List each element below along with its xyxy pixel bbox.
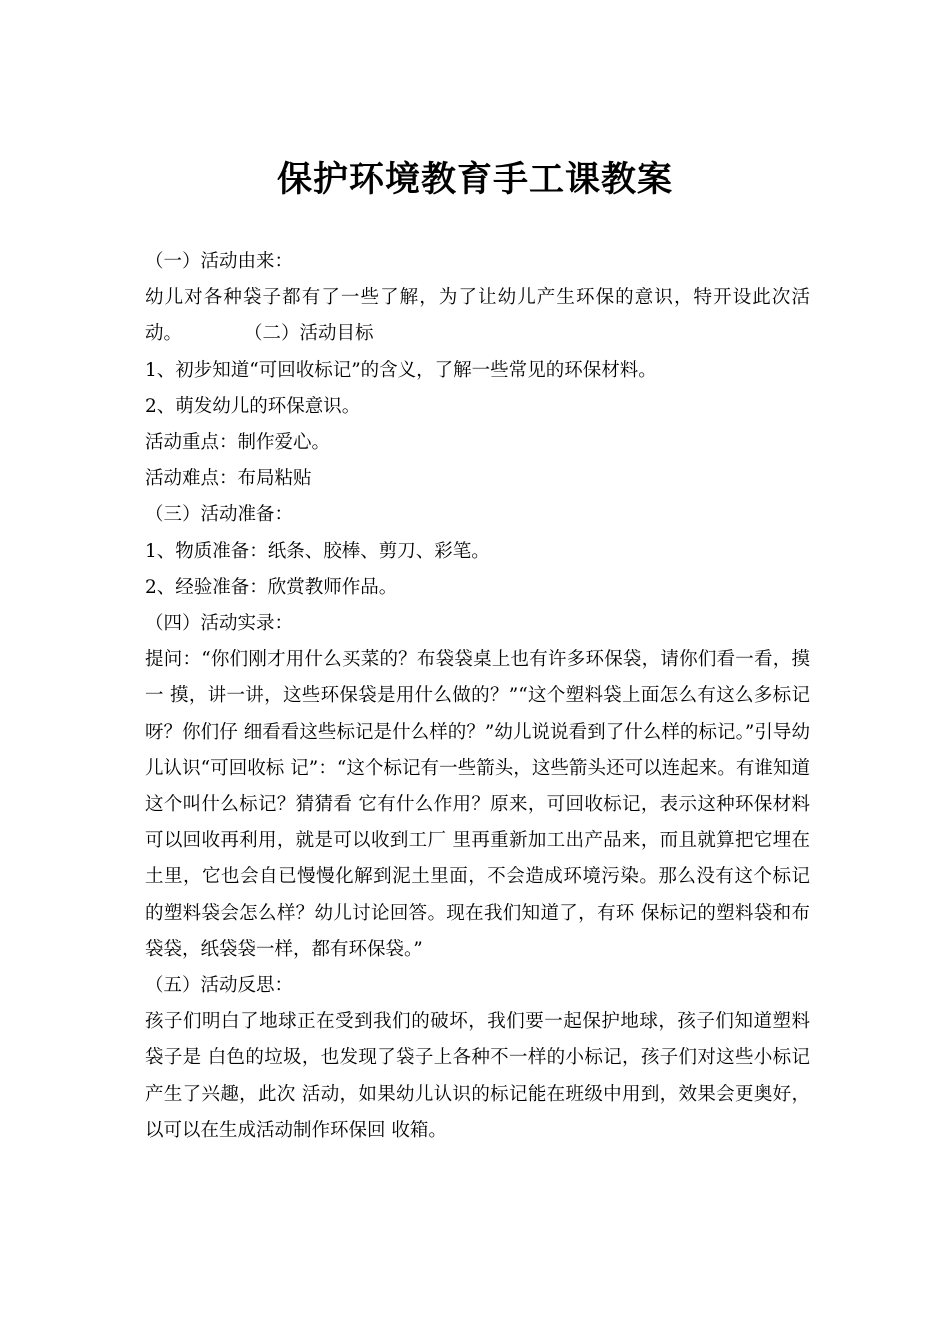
goal-item-2: 2、萌发幼儿的环保意识。 [145, 395, 361, 417]
key-point: 活动重点：制作爱心。 [145, 432, 331, 454]
section-heading-reflection: （五）活动反思： [145, 975, 294, 997]
document-title: 保护环境教育手工课教案 [276, 159, 673, 200]
section-heading-preparation: （三）活动准备： [145, 504, 294, 526]
section-heading-origin: （一）活动由来： [145, 251, 294, 272]
goal-item-1: 1、初步知道“可回收标记”的含义，了解一些常见的环保材料。 [145, 359, 657, 381]
section-heading-record: （四）活动实录： [145, 613, 294, 635]
section-heading-goals: （二）活动目标 [244, 323, 374, 345]
paragraph-origin-text: 幼儿对各种袋子都有了一些了解，为了让幼儿产生环保的意识，特开设此次活动。 [145, 287, 810, 345]
paragraph-origin [145, 280, 810, 352]
prep-item-2: 2、经验准备：欣赏教师作品。 [145, 576, 398, 598]
prep-item-1: 1、物质准备：纸条、胶棒、剪刀、彩笔。 [145, 540, 490, 562]
paragraph-record: 提问：“你们刚才用什么买菜的？布袋袋桌上也有许多环保袋，请你们看一看，摸一 摸，讲一讲，这些环保袋是用什么做的？”“这个塑料袋上面怎么有这么多标记呀？你们仔 细看看这些标记是什么样的？”幼儿说说看到了什么样的标记。”引导幼儿认识“可回收标 记”：“这个标记有一些箭头，这些箭头还可以连起来。有谁知道这个叫什么标记？猜猜看 它有什么作用？原来，可回收标记，表示这种环保材料可以回收再利用，就是可以收到工厂 里再重新加工出产品来，而且就算把它埋在土里，它也会自已慢慢化解到泥土里面，不会造成环境污染。那么没有这个标记的塑料袋会怎么样？幼儿讨论回答。现在我们知道了，有环 保标记的塑料袋和布袋袋，纸袋袋一样，都有环保袋。” [145, 649, 810, 960]
difficulty-point: 活动难点：布局粘贴 [145, 468, 312, 490]
document-body [145, 244, 810, 1149]
paragraph-reflection: 孩子们明白了地球正在受到我们的破坏，我们要一起保护地球，孩子们知道塑料袋子是 白色的垃圾，也发现了袋子上各种不一样的小标记，孩子们对这些小标记产生了兴趣，此次 活动，如果幼儿认识的标记能在班级中用到，效果会更奥好，以可以在生成活动制作环保回 收箱。 [145, 1011, 810, 1141]
